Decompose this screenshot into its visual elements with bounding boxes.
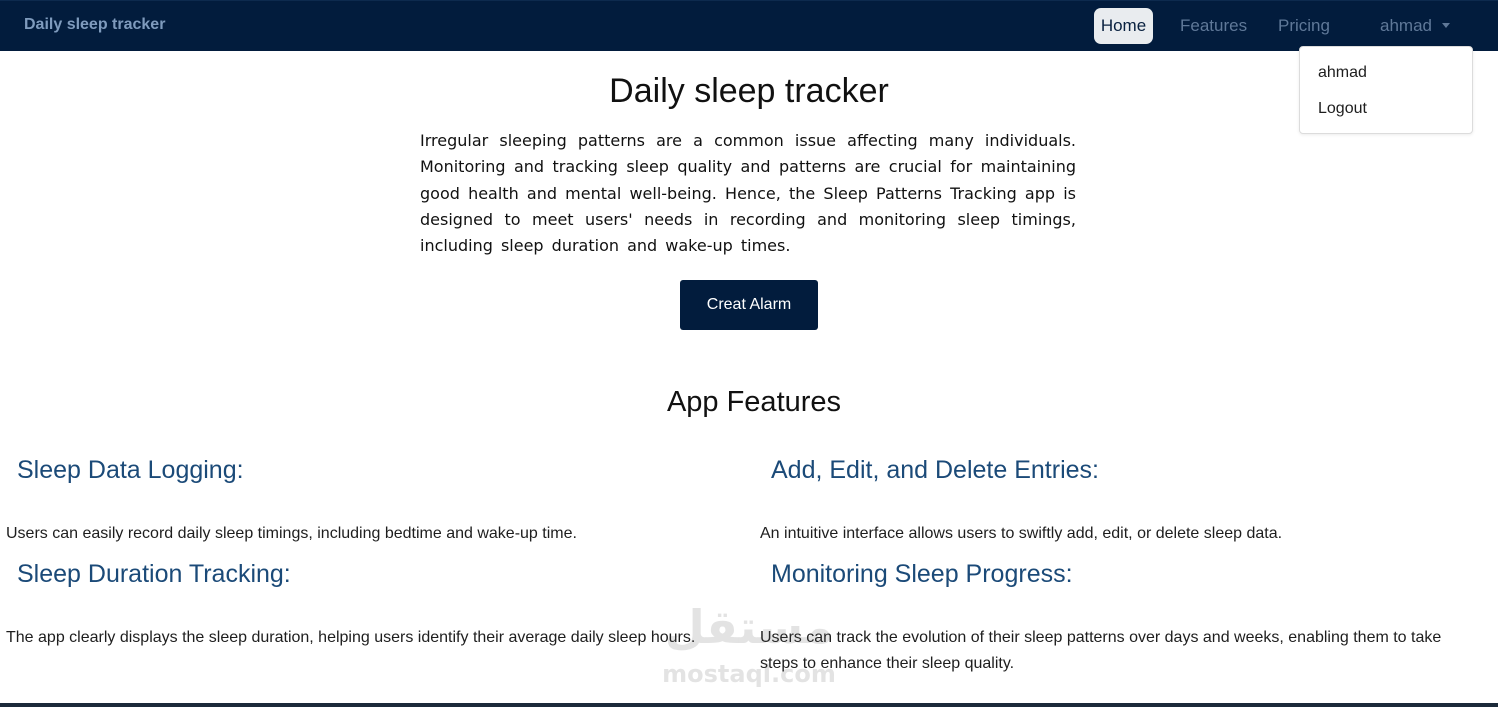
feature-text-duration: The app clearly displays the sleep duration, helping users identify their average daily sleep hours. bbox=[6, 629, 696, 646]
dropdown-item-username[interactable]: ahmad bbox=[1318, 64, 1367, 81]
chevron-down-icon bbox=[1442, 23, 1450, 28]
watermark-arabic-text: مستقل bbox=[664, 600, 834, 654]
intro-paragraph bbox=[420, 128, 1076, 259]
nav-pricing-link[interactable]: Pricing bbox=[1278, 16, 1330, 35]
intro-line: Tracking app is designed to meet users' needs in recording and monitoring bbox=[420, 183, 1076, 229]
feature-heading-progress: Monitoring Sleep Progress: bbox=[771, 560, 1073, 588]
navbar bbox=[0, 0, 1498, 51]
feature-heading-duration: Sleep Duration Tracking: bbox=[17, 560, 291, 588]
user-menu-label: ahmad bbox=[1380, 16, 1432, 35]
features-title: App Features bbox=[666, 386, 842, 418]
feature-text-sleep-logging: Users can easily record daily sleep timings, including bedtime and wake-up time. bbox=[6, 525, 577, 542]
brand-link[interactable]: Daily sleep tracker bbox=[24, 16, 166, 33]
dropdown-item-logout[interactable]: Logout bbox=[1318, 100, 1367, 117]
nav-home-link[interactable]: Home bbox=[1094, 8, 1153, 44]
intro-line: Monitoring and tracking sleep quality and patterns are crucial for bbox=[420, 157, 973, 177]
nav-features-link[interactable]: Features bbox=[1180, 16, 1248, 35]
intro-line: maintaining good health and mental well-being. Hence, the Sleep Patterns bbox=[420, 157, 1076, 203]
bottom-bar bbox=[0, 703, 1498, 707]
intro-line: Irregular sleeping patterns are a common issue affecting many individuals. bbox=[420, 131, 1076, 150]
page-title: Daily sleep tracker bbox=[609, 72, 889, 110]
feature-heading-sleep-logging: Sleep Data Logging: bbox=[17, 456, 244, 484]
create-alarm-button[interactable]: Creat Alarm bbox=[680, 280, 818, 330]
feature-heading-entries: Add, Edit, and Delete Entries: bbox=[771, 456, 1099, 484]
feature-text-progress: Users can track the evolution of their sleep patterns over days and weeks, enabling them to take steps to enhance their sleep quality. bbox=[760, 629, 1442, 672]
intro-line: sleep timings, including sleep duration and wake-up times. bbox=[420, 209, 1076, 256]
watermark-latin-text: mostaql.com bbox=[662, 660, 836, 688]
user-menu-toggle[interactable] bbox=[1380, 16, 1450, 36]
feature-text-entries: An intuitive interface allows users to swiftly add, edit, or delete sleep data. bbox=[760, 525, 1283, 542]
